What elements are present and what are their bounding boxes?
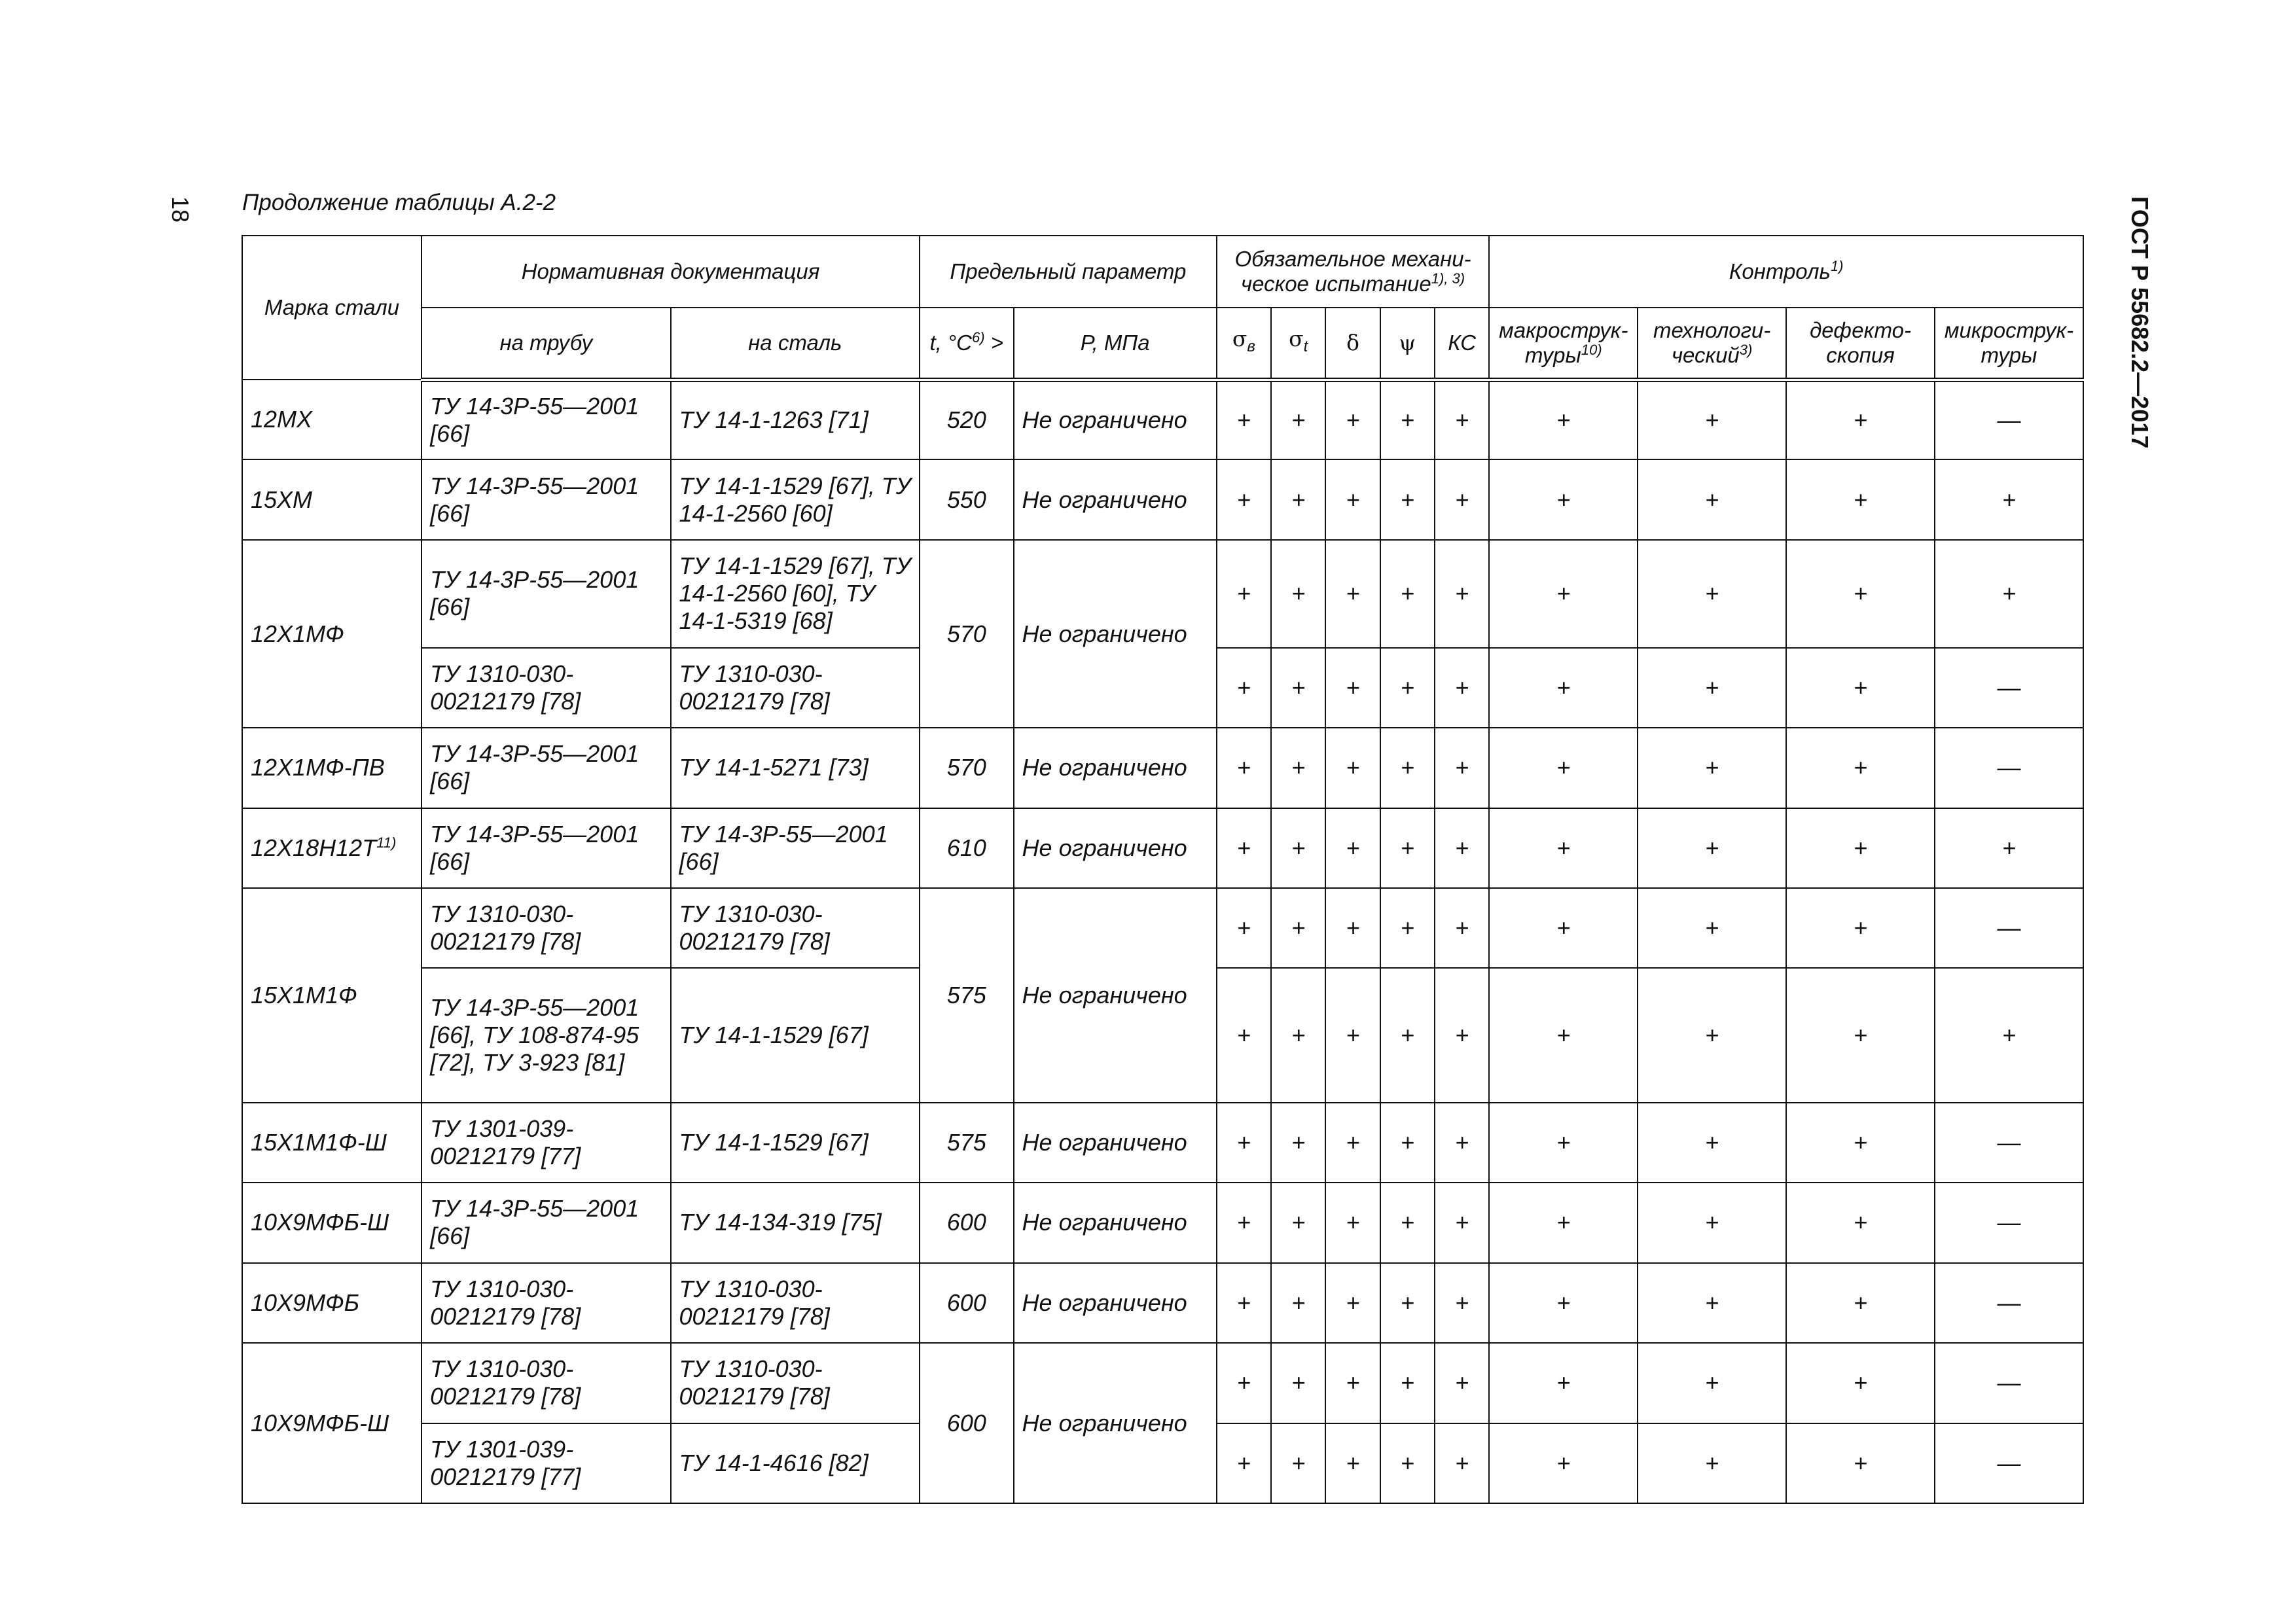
mark-cell: +	[1786, 1103, 1935, 1183]
temperature-cell: 575	[920, 888, 1014, 1103]
mark-cell: +	[1435, 540, 1489, 648]
header-norm-doc: Нормативная документация	[422, 236, 920, 308]
pressure-cell: Не ограничено	[1014, 888, 1217, 1103]
mark-cell: +	[1435, 968, 1489, 1102]
grade-note: 11)	[376, 834, 397, 851]
mark-cell: +	[1325, 1103, 1380, 1183]
mark-cell: +	[1271, 1183, 1325, 1262]
header-psi-symbol: ψ	[1399, 329, 1416, 355]
mark-cell: +	[1786, 648, 1935, 728]
mark-cell: +	[1380, 1343, 1435, 1423]
mark-cell: +	[1786, 888, 1935, 968]
grade-cell: 15Х1М1Ф-Ш	[242, 1103, 422, 1183]
mark-cell: +	[1325, 459, 1380, 539]
mark-cell: +	[1217, 1343, 1271, 1423]
mark-cell: +	[1489, 888, 1638, 968]
grade-cell: 12МХ	[242, 380, 422, 459]
mark-cell: +	[1786, 1263, 1935, 1343]
steel-doc-cell: ТУ 1310-030-00212179 [78]	[671, 648, 920, 728]
mark-cell: +	[1217, 888, 1271, 968]
pipe-doc-cell: ТУ 1301-039-00212179 [77]	[422, 1423, 670, 1503]
mark-cell: —	[1935, 1263, 2083, 1343]
mark-cell: +	[1271, 1343, 1325, 1423]
mark-cell: +	[1935, 540, 2083, 648]
header-delta-symbol: δ	[1346, 329, 1359, 355]
pressure-cell: Не ограничено	[1014, 1183, 1217, 1262]
header-macro-label: макрострук-туры	[1499, 317, 1628, 367]
mark-cell: +	[1935, 459, 2083, 539]
mark-cell: +	[1380, 540, 1435, 648]
grade-cell	[242, 808, 422, 888]
header-psi	[1380, 308, 1435, 380]
mark-cell: +	[1435, 1263, 1489, 1343]
steel-doc-cell: ТУ 1310-030-00212179 [78]	[671, 1343, 920, 1423]
mark-cell: +	[1325, 380, 1380, 459]
header-pressure: P, МПа	[1014, 308, 1217, 380]
table-row	[242, 808, 2083, 888]
mark-cell: +	[1786, 968, 1935, 1102]
mark-cell: +	[1786, 459, 1935, 539]
mark-cell: +	[1325, 728, 1380, 808]
mark-cell: +	[1786, 1343, 1935, 1423]
pressure-cell: Не ограничено	[1014, 459, 1217, 539]
mark-cell: +	[1935, 808, 2083, 888]
mark-cell: —	[1935, 1183, 2083, 1262]
steel-doc-cell: ТУ 14-1-1529 [67]	[671, 968, 920, 1102]
mark-cell: +	[1325, 1423, 1380, 1503]
mark-cell: +	[1217, 968, 1271, 1102]
mark-cell: +	[1325, 1183, 1380, 1262]
mark-cell: +	[1435, 648, 1489, 728]
temperature-cell: 600	[920, 1263, 1014, 1343]
mark-cell: +	[1217, 540, 1271, 648]
header-control-label: Контроль	[1729, 259, 1831, 283]
mark-cell: +	[1271, 459, 1325, 539]
pressure-cell: Не ограничено	[1014, 728, 1217, 808]
grade-label: 12Х18Н12Т	[251, 834, 377, 861]
mark-cell: +	[1638, 380, 1786, 459]
header-mech-test-label: Обязательное механи-ческое испытание	[1234, 247, 1471, 296]
pressure-cell: Не ограничено	[1014, 1343, 1217, 1503]
mark-cell: +	[1435, 808, 1489, 888]
header-mech-test	[1217, 236, 1490, 308]
steel-doc-cell: ТУ 14-1-1529 [67], ТУ 14-1-2560 [60], ТУ 14-1-5319 [68]	[671, 540, 920, 648]
pipe-doc-cell: ТУ 14-3Р-55—2001 [66]	[422, 459, 670, 539]
mark-cell: —	[1935, 728, 2083, 808]
header-steel: на сталь	[671, 308, 920, 380]
header-t-note: 6)	[972, 329, 985, 346]
mark-cell: +	[1217, 380, 1271, 459]
mark-cell: —	[1935, 1343, 2083, 1423]
mark-cell: +	[1489, 1103, 1638, 1183]
mark-cell: —	[1935, 1103, 2083, 1183]
mark-cell: +	[1489, 1263, 1638, 1343]
mark-cell: —	[1935, 1423, 2083, 1503]
temperature-cell: 570	[920, 540, 1014, 728]
mark-cell: +	[1489, 380, 1638, 459]
mark-cell: +	[1271, 648, 1325, 728]
grade-cell: 10Х9МФБ-Ш	[242, 1343, 422, 1503]
grade-cell: 15ХМ	[242, 459, 422, 539]
mark-cell: +	[1638, 648, 1786, 728]
mark-cell: —	[1935, 888, 2083, 968]
pipe-doc-cell: ТУ 1310-030-00212179 [78]	[422, 1263, 670, 1343]
table-row	[242, 728, 2083, 808]
mark-cell: +	[1380, 968, 1435, 1102]
mark-cell: +	[1271, 380, 1325, 459]
pipe-doc-cell: ТУ 14-3Р-55—2001 [66]	[422, 540, 670, 648]
mark-cell: +	[1271, 1103, 1325, 1183]
mark-cell: +	[1271, 1263, 1325, 1343]
pressure-cell: Не ограничено	[1014, 1263, 1217, 1343]
mark-cell: +	[1638, 1343, 1786, 1423]
header-sigma-t-symbol: σ	[1289, 325, 1304, 351]
header-sigma-t-sub: t	[1303, 337, 1308, 355]
mark-cell: +	[1786, 540, 1935, 648]
header-delta	[1325, 308, 1380, 380]
header-temperature	[920, 308, 1014, 380]
temperature-cell: 600	[920, 1343, 1014, 1503]
pipe-doc-cell: ТУ 1310-030-00212179 [78]	[422, 1343, 670, 1423]
mark-cell: +	[1325, 968, 1380, 1102]
header-t-label: t, °C	[929, 330, 973, 355]
steel-doc-cell: ТУ 14-1-1529 [67]	[671, 1103, 920, 1183]
mark-cell: +	[1217, 1183, 1271, 1262]
header-grade: Марка стали	[242, 236, 422, 380]
mark-cell: +	[1489, 728, 1638, 808]
mark-cell: +	[1935, 968, 2083, 1102]
mark-cell: +	[1786, 1183, 1935, 1262]
mark-cell: +	[1380, 459, 1435, 539]
table-caption: Продолжение таблицы А.2-2	[242, 190, 556, 215]
grade-cell: 12Х1МФ	[242, 540, 422, 728]
grade-cell: 10Х9МФБ	[242, 1263, 422, 1343]
steel-doc-cell: ТУ 1310-030-00212179 [78]	[671, 1263, 920, 1343]
steel-doc-cell: ТУ 1310-030-00212179 [78]	[671, 888, 920, 968]
mark-cell: +	[1489, 1343, 1638, 1423]
pipe-doc-cell: ТУ 1301-039-00212179 [77]	[422, 1103, 670, 1183]
header-tech	[1638, 308, 1786, 380]
mark-cell: +	[1638, 1183, 1786, 1262]
temperature-cell: 520	[920, 380, 1014, 459]
temperature-cell: 550	[920, 459, 1014, 539]
mark-cell: +	[1638, 459, 1786, 539]
mark-cell: +	[1271, 728, 1325, 808]
mark-cell: +	[1325, 540, 1380, 648]
pressure-cell: Не ограничено	[1014, 380, 1217, 459]
header-sigma-t	[1271, 308, 1325, 380]
mark-cell: +	[1271, 540, 1325, 648]
mark-cell: +	[1786, 380, 1935, 459]
mark-cell: +	[1489, 808, 1638, 888]
mark-cell: +	[1638, 808, 1786, 888]
mark-cell: +	[1435, 380, 1489, 459]
steel-doc-cell: ТУ 14-1-4616 [82]	[671, 1423, 920, 1503]
mark-cell: +	[1638, 1263, 1786, 1343]
mark-cell: +	[1217, 1103, 1271, 1183]
table-row	[242, 459, 2083, 539]
mark-cell: +	[1380, 380, 1435, 459]
temperature-cell: 600	[920, 1183, 1014, 1262]
table-row	[242, 888, 2083, 968]
table-row	[242, 1103, 2083, 1183]
mark-cell: +	[1325, 888, 1380, 968]
mark-cell: +	[1786, 1423, 1935, 1503]
mark-cell: —	[1935, 380, 2083, 459]
temperature-cell: 610	[920, 808, 1014, 888]
mark-cell: +	[1638, 1103, 1786, 1183]
mark-cell: +	[1380, 728, 1435, 808]
header-t-suffix: >	[984, 330, 1004, 355]
header-control-note: 1)	[1830, 258, 1844, 274]
pipe-doc-cell: ТУ 1310-030-00212179 [78]	[422, 648, 670, 728]
mark-cell: +	[1638, 968, 1786, 1102]
pipe-doc-cell: ТУ 1310-030-00212179 [78]	[422, 888, 670, 968]
mark-cell: +	[1489, 1423, 1638, 1503]
mark-cell: +	[1217, 1423, 1271, 1503]
mark-cell: +	[1489, 968, 1638, 1102]
mark-cell: +	[1380, 1423, 1435, 1503]
steel-doc-cell: ТУ 14-3Р-55—2001 [66]	[671, 808, 920, 888]
mark-cell: +	[1380, 1183, 1435, 1262]
table-row	[242, 1263, 2083, 1343]
mark-cell: +	[1638, 888, 1786, 968]
header-sigma-b-sub: в	[1247, 337, 1255, 355]
header-mech-test-note: 1), 3)	[1431, 270, 1465, 287]
steel-doc-cell: ТУ 14-1-5271 [73]	[671, 728, 920, 808]
mark-cell: +	[1217, 728, 1271, 808]
mark-cell: +	[1271, 808, 1325, 888]
mark-cell: +	[1435, 1183, 1489, 1262]
mark-cell: +	[1380, 808, 1435, 888]
header-tech-note: 3)	[1739, 341, 1753, 358]
mark-cell: +	[1380, 1263, 1435, 1343]
mark-cell: +	[1489, 540, 1638, 648]
header-tech-label: технологи-ческий	[1653, 317, 1771, 367]
pipe-doc-cell: ТУ 14-3Р-55—2001 [66]	[422, 1183, 670, 1262]
mark-cell: +	[1271, 968, 1325, 1102]
header-micro: микрострук-туры	[1935, 308, 2083, 380]
mark-cell: +	[1435, 1343, 1489, 1423]
header-kc: КС	[1435, 308, 1489, 380]
table-row	[242, 540, 2083, 648]
pressure-cell: Не ограничено	[1014, 1103, 1217, 1183]
mark-cell: +	[1380, 648, 1435, 728]
mark-cell: +	[1271, 1423, 1325, 1503]
mark-cell: +	[1325, 808, 1380, 888]
header-control	[1489, 236, 2083, 308]
mark-cell: +	[1489, 1183, 1638, 1262]
mark-cell: +	[1638, 540, 1786, 648]
header-macro	[1489, 308, 1638, 380]
header-sigma-b-symbol: σ	[1232, 325, 1247, 351]
steel-doc-cell: ТУ 14-134-319 [75]	[671, 1183, 920, 1262]
grade-cell: 12Х1МФ-ПВ	[242, 728, 422, 808]
header-macro-note: 10)	[1581, 341, 1602, 358]
mark-cell: +	[1380, 888, 1435, 968]
temperature-cell: 575	[920, 1103, 1014, 1183]
mark-cell: +	[1217, 808, 1271, 888]
mark-cell: +	[1786, 728, 1935, 808]
mark-cell: +	[1217, 1263, 1271, 1343]
mark-cell: +	[1489, 648, 1638, 728]
mark-cell: +	[1638, 728, 1786, 808]
pipe-doc-cell: ТУ 14-3Р-55—2001 [66]	[422, 728, 670, 808]
standard-designation: ГОСТ Р 55682.2—2017	[2126, 196, 2153, 449]
pressure-cell: Не ограничено	[1014, 808, 1217, 888]
temperature-cell: 570	[920, 728, 1014, 808]
steel-grades-table	[242, 235, 2084, 1504]
header-sigma-b	[1217, 308, 1271, 380]
pipe-doc-cell: ТУ 14-3Р-55—2001 [66], ТУ 108-874-95 [72], ТУ 3-923 [81]	[422, 968, 670, 1102]
mark-cell: —	[1935, 648, 2083, 728]
steel-doc-cell: ТУ 14-1-1263 [71]	[671, 380, 920, 459]
table-row	[242, 1343, 2083, 1423]
header-defect: дефекто-скопия	[1786, 308, 1935, 380]
page-number: 18	[167, 196, 194, 223]
mark-cell: +	[1325, 1263, 1380, 1343]
mark-cell: +	[1217, 648, 1271, 728]
mark-cell: +	[1325, 648, 1380, 728]
pipe-doc-cell: ТУ 14-3Р-55—2001 [66]	[422, 808, 670, 888]
table-row	[242, 380, 2083, 459]
pressure-cell: Не ограничено	[1014, 540, 1217, 728]
mark-cell: +	[1786, 808, 1935, 888]
mark-cell: +	[1217, 459, 1271, 539]
steel-doc-cell: ТУ 14-1-1529 [67], ТУ 14-1-2560 [60]	[671, 459, 920, 539]
mark-cell: +	[1489, 459, 1638, 539]
mark-cell: +	[1435, 459, 1489, 539]
header-limit-param: Предельный параметр	[920, 236, 1217, 308]
table-row	[242, 1183, 2083, 1262]
mark-cell: +	[1435, 728, 1489, 808]
mark-cell: +	[1435, 1423, 1489, 1503]
header-pipe: на трубу	[422, 308, 670, 380]
pipe-doc-cell: ТУ 14-3Р-55—2001 [66]	[422, 380, 670, 459]
mark-cell: +	[1271, 888, 1325, 968]
mark-cell: +	[1435, 888, 1489, 968]
mark-cell: +	[1638, 1423, 1786, 1503]
mark-cell: +	[1325, 1343, 1380, 1423]
grade-cell: 15Х1М1Ф	[242, 888, 422, 1103]
mark-cell: +	[1380, 1103, 1435, 1183]
mark-cell: +	[1435, 1103, 1489, 1183]
grade-cell: 10Х9МФБ-Ш	[242, 1183, 422, 1262]
